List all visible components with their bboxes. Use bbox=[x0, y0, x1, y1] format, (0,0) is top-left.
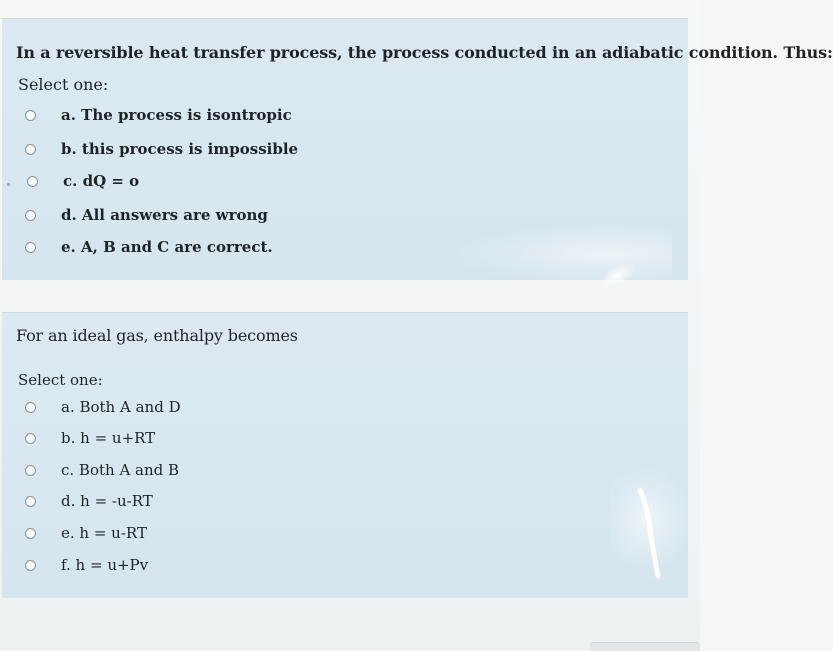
option-d[interactable] bbox=[25, 489, 325, 513]
option-b[interactable] bbox=[25, 426, 325, 450]
option-a[interactable] bbox=[25, 395, 325, 419]
bottom-bar bbox=[590, 642, 700, 651]
option-c[interactable] bbox=[25, 169, 325, 193]
option-label: b. this process is impossible bbox=[61, 140, 299, 158]
screen-glare bbox=[457, 224, 672, 284]
option-label: e. A, B and C are correct. bbox=[61, 238, 273, 256]
option-a[interactable] bbox=[25, 103, 325, 127]
option-label: c. dQ = o bbox=[63, 172, 140, 190]
radio-button[interactable] bbox=[25, 210, 36, 221]
radio-button[interactable] bbox=[27, 176, 38, 187]
option-e[interactable] bbox=[25, 521, 325, 545]
decorative-dot bbox=[7, 183, 10, 186]
option-label: f. h = u+Pv bbox=[61, 556, 149, 574]
option-d[interactable] bbox=[25, 203, 325, 227]
option-f[interactable] bbox=[25, 553, 325, 577]
question-card-1 bbox=[2, 18, 833, 280]
radio-button[interactable] bbox=[25, 560, 36, 571]
option-label: d. h = -u-RT bbox=[61, 492, 153, 510]
question-text: For an ideal gas, enthalpy becomes bbox=[16, 326, 298, 345]
radio-button[interactable] bbox=[25, 496, 36, 507]
option-label: a. The process is isontropic bbox=[61, 106, 292, 124]
radio-button[interactable] bbox=[25, 144, 36, 155]
radio-button[interactable] bbox=[25, 465, 36, 476]
radio-button[interactable] bbox=[25, 402, 36, 413]
option-e[interactable] bbox=[25, 235, 325, 259]
radio-button[interactable] bbox=[25, 110, 36, 121]
screen-glare-spot bbox=[595, 259, 639, 294]
option-c[interactable] bbox=[25, 458, 325, 482]
select-one-label: Select one: bbox=[18, 75, 109, 94]
option-b[interactable] bbox=[25, 137, 325, 161]
radio-button[interactable] bbox=[25, 433, 36, 444]
question-text: In a reversible heat transfer process, the process conducted in an adiabatic condition. Thus: bbox=[16, 43, 833, 62]
option-label: a. Both A and D bbox=[61, 398, 181, 416]
option-label: c. Both A and B bbox=[61, 461, 180, 479]
select-one-label: Select one: bbox=[18, 371, 103, 389]
option-label: b. h = u+RT bbox=[61, 429, 156, 447]
radio-button[interactable] bbox=[25, 242, 36, 253]
option-label: e. h = u-RT bbox=[61, 524, 147, 542]
question-card-2 bbox=[2, 312, 688, 598]
radio-button[interactable] bbox=[25, 528, 36, 539]
option-label: d. All answers are wrong bbox=[61, 206, 268, 224]
